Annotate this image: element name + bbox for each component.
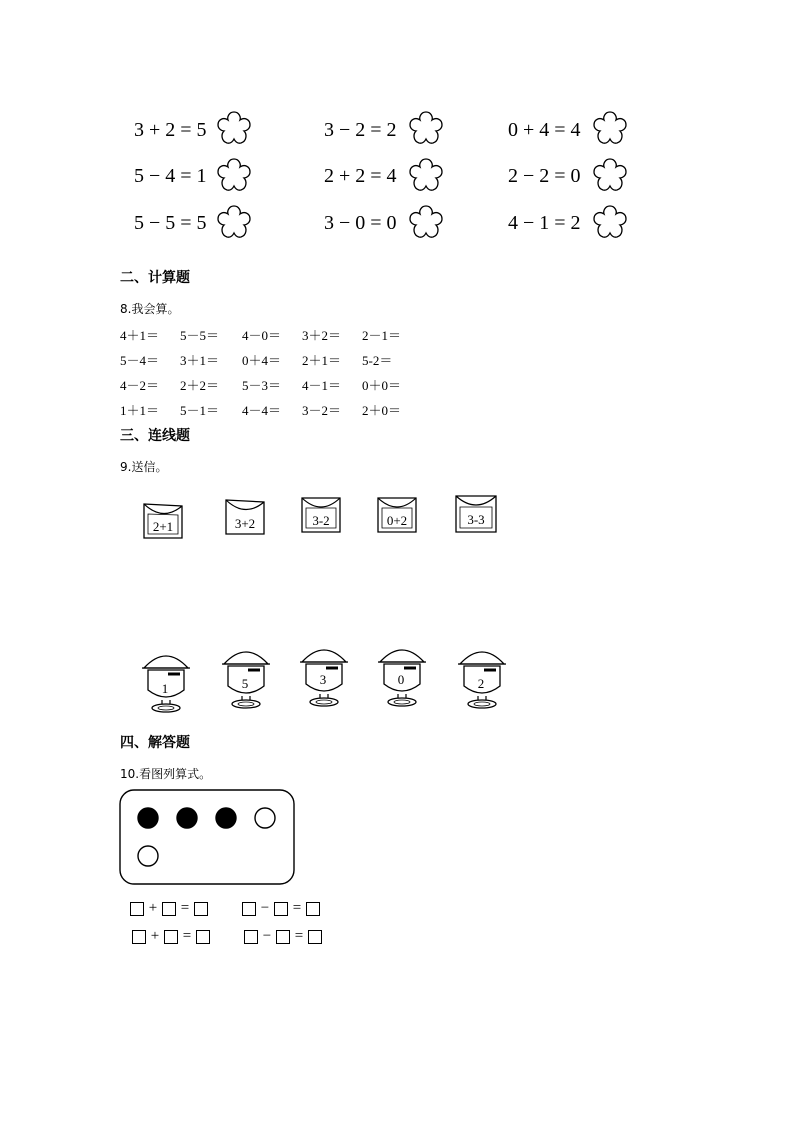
filled-dot (216, 808, 236, 828)
plus-sign: + (150, 928, 160, 944)
equals-sign: = (292, 900, 302, 916)
equation: 4 − 1 = 2 (508, 212, 581, 234)
answer-box[interactable] (130, 902, 144, 916)
calc-item: 5－5＝ (180, 328, 220, 343)
filled-dot (138, 808, 158, 828)
answer-box[interactable] (308, 930, 322, 944)
filled-dot (177, 808, 197, 828)
mailbox-icon[interactable] (374, 640, 430, 710)
mailbox-number: 2 (477, 676, 485, 691)
calc-item: 3＋2＝ (302, 328, 342, 343)
empty-dot (255, 808, 275, 828)
flower-icon[interactable] (590, 108, 630, 148)
calc-item: 0＋4＝ (242, 353, 282, 368)
flower-icon[interactable] (214, 155, 254, 195)
envelope-label: 0+2 (386, 513, 408, 528)
answer-box[interactable] (276, 930, 290, 944)
equation: 3 − 2 = 2 (324, 119, 397, 141)
calc-item: 4－1＝ (302, 378, 342, 393)
answer-box[interactable] (306, 902, 320, 916)
mailbox-icon[interactable] (454, 642, 510, 712)
envelope-label: 2+1 (152, 519, 174, 534)
mailbox-icon[interactable] (296, 640, 352, 710)
flower-icon[interactable] (406, 108, 446, 148)
answer-box[interactable] (194, 902, 208, 916)
answer-box[interactable] (164, 930, 178, 944)
answer-box[interactable] (244, 930, 258, 944)
envelope-label: 3-3 (467, 512, 485, 527)
section-title: 二、计算题 (120, 270, 190, 286)
mailbox-icon[interactable] (218, 642, 274, 712)
mailbox-number: 5 (241, 676, 249, 691)
envelope-label: 3-2 (312, 513, 330, 528)
calc-item: 5-2＝ (362, 353, 393, 368)
minus-sign: − (260, 900, 270, 916)
question-title: 9.送信。 (120, 460, 168, 474)
equation: 3 − 0 = 0 (324, 212, 397, 234)
dots-picture (118, 788, 298, 886)
envelope-icon[interactable] (222, 496, 268, 538)
calc-item: 3＋1＝ (180, 353, 220, 368)
flower-icon[interactable] (214, 202, 254, 242)
mailbox-icon[interactable] (138, 646, 194, 716)
equation: 2 − 2 = 0 (508, 165, 581, 187)
plus-sign: + (148, 900, 158, 916)
calc-item: 4＋1＝ (120, 328, 160, 343)
answer-box[interactable] (196, 930, 210, 944)
calc-item: 1＋1＝ (120, 403, 160, 418)
calc-item: 4－0＝ (242, 328, 282, 343)
flower-icon[interactable] (590, 155, 630, 195)
equation: 3 + 2 = 5 (134, 119, 207, 141)
envelope-icon[interactable] (452, 492, 500, 536)
section-title: 三、连线题 (120, 428, 190, 444)
question-title: 8.我会算。 (120, 302, 180, 316)
flower-icon[interactable] (406, 202, 446, 242)
envelope-icon[interactable] (298, 494, 344, 536)
flower-icon[interactable] (406, 155, 446, 195)
envelope-icon[interactable] (374, 494, 420, 536)
question-title: 10.看图列算式。 (120, 767, 212, 781)
minus-sign: − (262, 928, 272, 944)
empty-dot (138, 846, 158, 866)
envelope-label: 3+2 (234, 516, 256, 531)
calc-item: 2＋1＝ (302, 353, 342, 368)
equation-row-2 (130, 928, 324, 945)
calc-item: 4－4＝ (242, 403, 282, 418)
equation: 2 + 2 = 4 (324, 165, 397, 187)
calc-item: 5－3＝ (242, 378, 282, 393)
calc-item: 2＋2＝ (180, 378, 220, 393)
calc-item: 5－1＝ (180, 403, 220, 418)
calc-item: 4－2＝ (120, 378, 160, 393)
answer-box[interactable] (162, 902, 176, 916)
mailbox-number: 3 (319, 672, 327, 687)
flower-icon[interactable] (214, 108, 254, 148)
answer-box[interactable] (274, 902, 288, 916)
answer-box[interactable] (132, 930, 146, 944)
calc-item: 3－2＝ (302, 403, 342, 418)
equals-sign: = (294, 928, 304, 944)
mailbox-number: 0 (397, 672, 405, 687)
calc-item: 2＋0＝ (362, 403, 402, 418)
answer-box[interactable] (242, 902, 256, 916)
flower-icon[interactable] (590, 202, 630, 242)
equation: 5 − 4 = 1 (134, 165, 207, 187)
calc-item: 2－1＝ (362, 328, 402, 343)
equation: 0 + 4 = 4 (508, 119, 581, 141)
equals-sign: = (180, 900, 190, 916)
section-title: 四、解答题 (120, 735, 190, 751)
calc-item: 0＋0＝ (362, 378, 402, 393)
calc-item: 5－4＝ (120, 353, 160, 368)
equals-sign: = (182, 928, 192, 944)
envelope-icon[interactable] (140, 500, 186, 542)
mailbox-number: 1 (161, 681, 169, 696)
equation-row-1 (128, 900, 322, 917)
equation: 5 − 5 = 5 (134, 212, 207, 234)
